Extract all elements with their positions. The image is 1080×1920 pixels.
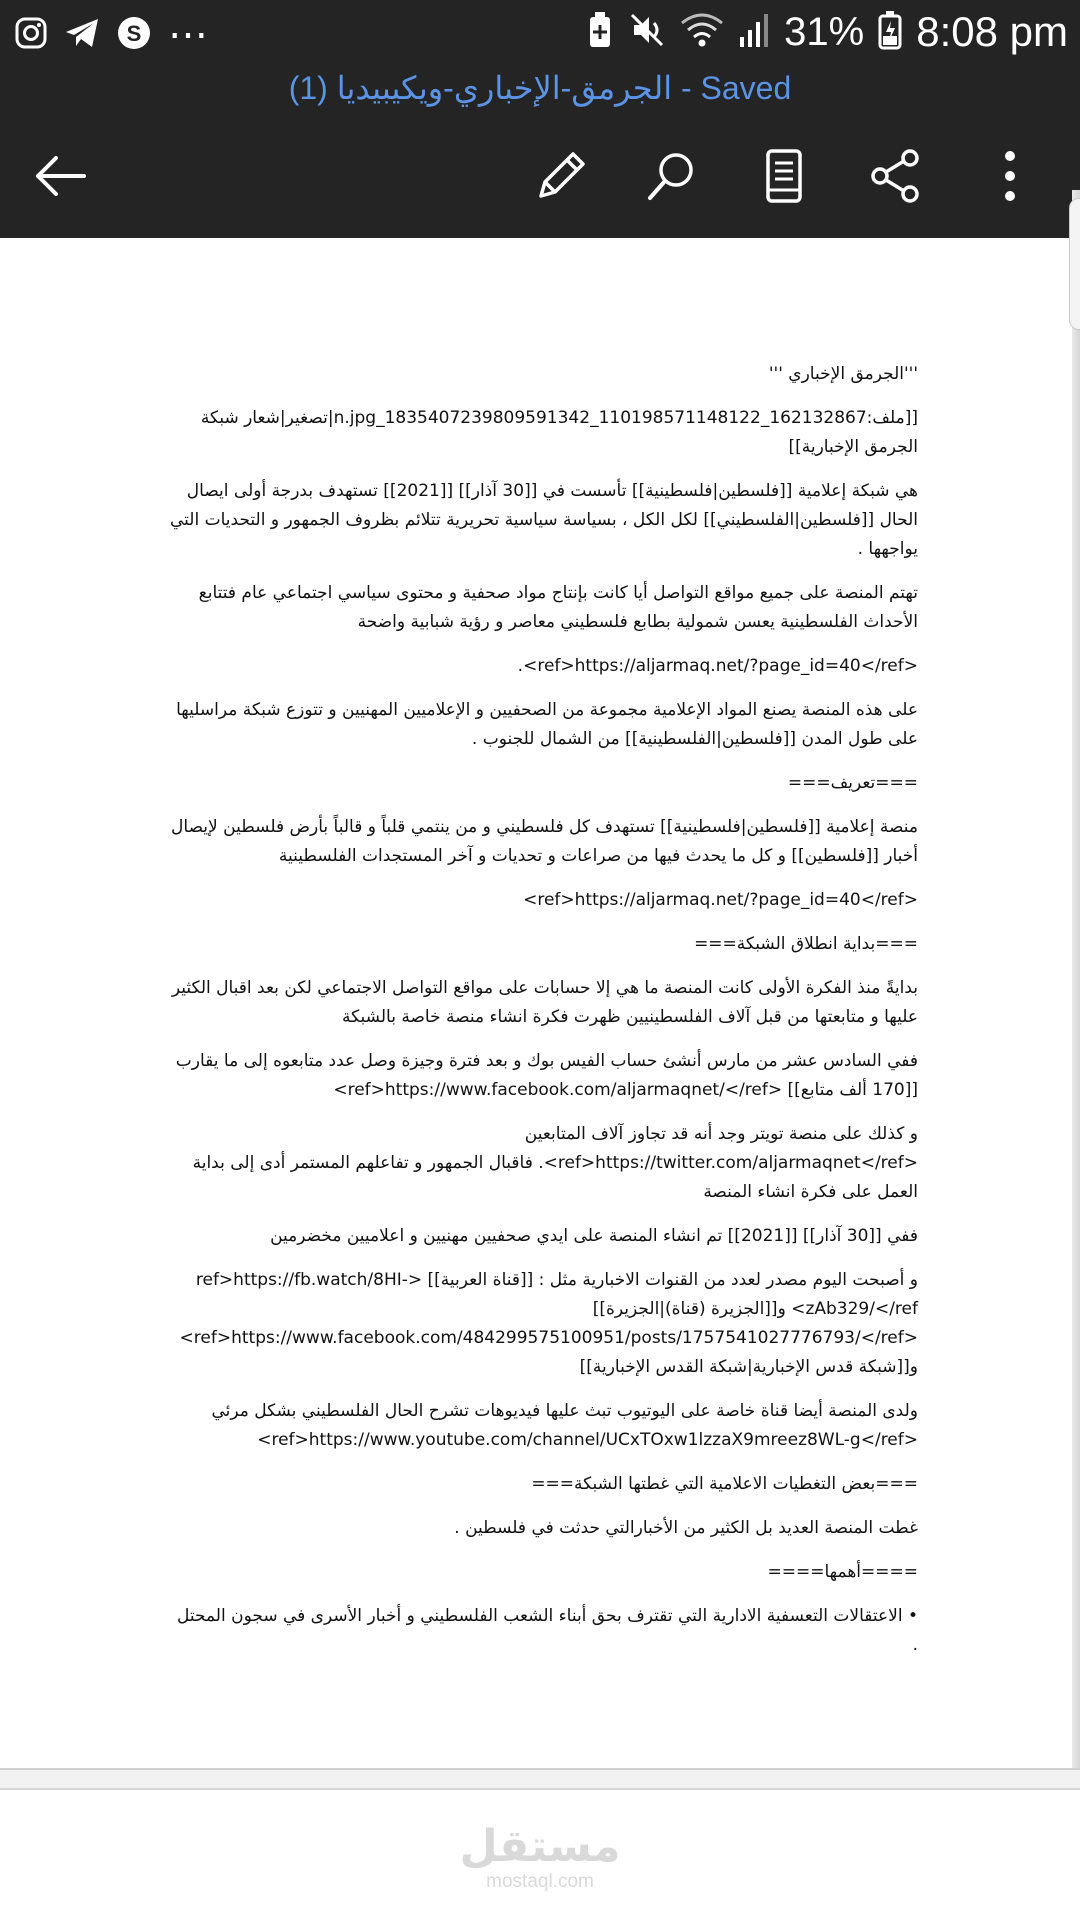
doc-paragraph: هي شبكة إعلامية [[فلسطين|فلسطينية]] تأسست في [[30 آذار]] [[2021]] تستهدف بدرجة أولى ايصال الحال [[فلسطين|الفلسطيني]] لكل الكل ، بسياسة سياسية تحريرية تتلائم بظروف الجمهور و التحديات التي يواجهها . — [170, 481, 918, 559]
share-icon — [868, 148, 924, 204]
battery-percent: 31% — [784, 9, 865, 54]
app-toolbar — [0, 68, 1080, 238]
status-bar-right — [586, 8, 1068, 56]
watermark — [440, 1822, 640, 1892]
doc-ref-line: <ref>https://aljarmaq.net/?page_id=40</ref>. — [517, 656, 918, 676]
pencil-icon — [533, 148, 589, 204]
doc-paragraph: و أصبحت اليوم مصدر لعدد من القنوات الاخبارية مثل : [[قناة العربية]] <ref>https://fb.watch/8HI-zAb329/</ref> و[[الجزيرة (قناة)|الجزيرة]] <ref>https://www.facebook.com/484299575100951/posts/1757541027776793/</ref> و[[شبكة قدس الإخبارية|شبكة القدس الإخبارية]] — [179, 1270, 918, 1377]
clock: 8:08 pm — [916, 8, 1068, 55]
doc-ref-line: <ref>https://aljarmaq.net/?page_id=40</ref> — [523, 890, 918, 910]
back-button[interactable] — [20, 136, 100, 216]
page-gap — [0, 1770, 1080, 1788]
share-button[interactable] — [856, 136, 936, 216]
mute-icon — [628, 11, 666, 54]
doc-heading: ===بعض التغطيات الاعلامية التي غطتها الشبكة=== — [531, 1474, 918, 1494]
telegram-icon — [64, 16, 100, 55]
doc-subheading: ====أهمها==== — [767, 1562, 918, 1582]
doc-paragraph: بدايةً منذ الفكرة الأولى كانت المنصة ما هي إلا حسابات على مواقع التواصل الاجتماعي لكن بعد اقبال الكثير عليها و متابعتها من قبل آلاف الفلسطينيين ظهرت فكرة انشاء منصة خاصة بالشبكة — [171, 978, 918, 1027]
mobile-view-icon — [764, 148, 804, 204]
signal-icon — [738, 11, 770, 54]
more-vertical-icon — [1000, 148, 1020, 204]
edit-button[interactable] — [521, 136, 601, 216]
doc-heading: ===تعريف=== — [787, 773, 918, 793]
doc-paragraph: ففي السادس عشر من مارس أنشئ حساب الفيس بوك و بعد فترة وجيزة وصل عدد متابعوه إلى ما يقارب [[170 ألف متابع]] <ref>https://www.facebook.com/aljarmaqnet/</ref> — [175, 1051, 918, 1100]
back-arrow-icon — [32, 155, 88, 197]
battery-icon — [878, 10, 902, 55]
doc-title-line: '''الجرمق الإخباري ''' — [768, 364, 918, 384]
status-bar — [0, 0, 1080, 68]
doc-paragraph: على هذه المنصة يصنع المواد الإعلامية مجموعة من الصحفيين و الإعلاميين المهنيين و تتوزع شبكة مراسليها على طول المدن [[فلسطين|الفلسطينية]] من الشمال للجنوب . — [176, 700, 918, 749]
svg-text:S: S — [126, 20, 142, 46]
wifi-icon — [680, 11, 724, 54]
document-body[interactable] — [170, 360, 918, 1675]
doc-paragraph: غطت المنصة العديد بل الكثير من الأخبارالتي حدثت في فلسطين . — [454, 1518, 918, 1538]
data-saver-icon — [586, 11, 614, 54]
instagram-icon — [14, 16, 48, 55]
more-options-button[interactable] — [970, 136, 1050, 216]
search-icon — [644, 148, 700, 204]
mobile-view-button[interactable] — [744, 136, 824, 216]
scrollbar-thumb[interactable] — [1069, 198, 1080, 330]
doc-file-line: [[ملف:162132867_110198571148122_1835407239809591342_n.jpg|تصغير|شعار شبكة الجرمق الإخبارية]] — [200, 408, 918, 457]
next-page-top-border — [0, 1788, 1080, 1790]
doc-paragraph: منصة إعلامية [[فلسطين|فلسطينية]] تستهدف كل فلسطيني و من ينتمي قلباً و قالباً بأرض فلسطين لإيصال أخبار [[فلسطين]] و كل ما يحدث فيها من صراعات و تحديات و آخر المستجدات الفلسطينية — [171, 817, 918, 866]
status-bar-left — [14, 12, 208, 58]
page-edge — [1072, 190, 1080, 1780]
watermark-latin: mostaql.com — [486, 1871, 594, 1892]
doc-paragraph: ولدى المنصة أيضا قناة خاصة على اليوتيوب تبث عليها فيديوهات تشرح الحال الفلسطيني بشكل مرئي <ref>https://www.youtube.com/channel/UCxTOxw1lzzaX9mreez8WL-g</ref> — [211, 1401, 918, 1450]
doc-heading: ===بداية انطلاق الشبكة=== — [694, 934, 918, 954]
document-title: الجرمق-الإخباري-ويكيبيديا (1) - Saved — [288, 70, 792, 106]
doc-paragraph: ففي [[30 آذار]] [[2021]] تم انشاء المنصة على ايدي صحفيين مهنيين و اعلاميين مخضرمين — [270, 1226, 918, 1246]
search-button[interactable] — [632, 136, 712, 216]
doc-bullet-item: • الاعتقالات التعسفية الادارية التي تقترف بحق أبناء الشعب الفلسطيني و أخبار الأسرى في سجون المحتل . — [176, 1606, 918, 1655]
doc-paragraph: و كذلك على منصة تويتر وجد أنه قد تجاوز آلاف المتابعين <ref>https://twitter.com/aljarmaqnet</ref>. فاقبال الجمهور و تفاعلهم المستمر أدى إلى بداية العمل على فكرة انشاء المنصة — [192, 1124, 918, 1202]
skype-icon — [116, 15, 152, 56]
doc-paragraph: تهتم المنصة على جميع مواقع التواصل أيا كانت بإنتاج مواد صحفية و محتوى سياسي اجتماعي عام فتتابع الأحداث الفلسطينية يعسن شمولية بطابع فلسطيني معاصر و رؤية شبابية واضحة — [198, 583, 918, 632]
more-notifications-icon: ⋯ — [168, 13, 208, 57]
watermark-arabic: مستقل — [459, 1821, 621, 1872]
